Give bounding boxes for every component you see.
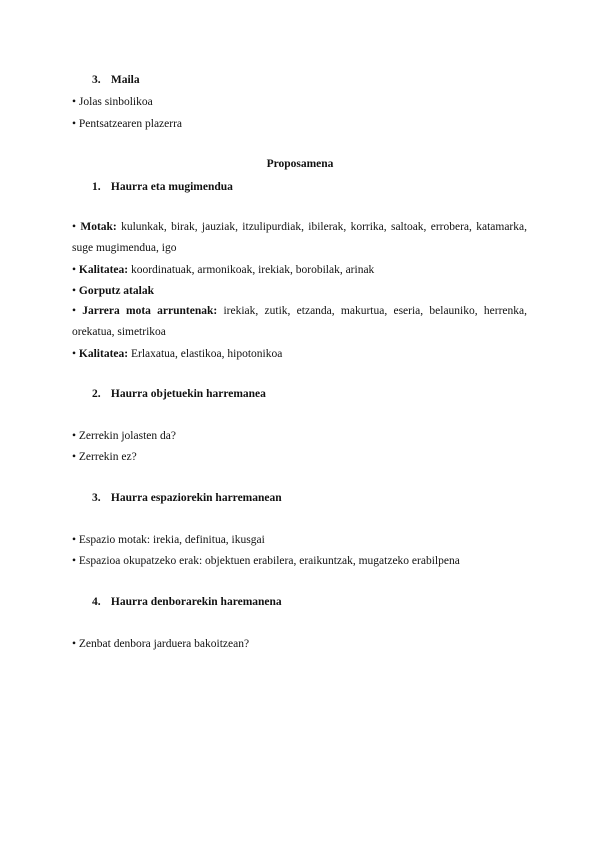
proposamena-title: Proposamena [266, 158, 334, 170]
kalitatea2-label: Kalitatea: [78, 348, 129, 360]
section-4-title: Haurra denborarekin haremanena [110, 596, 282, 608]
list-item: • Espazioa okupatzeko erak: objektuen erabilera, eraikuntzak, mugatzeko erabilpena [72, 555, 460, 567]
jarrera-label: Jarrera mota arruntenak: [82, 305, 218, 317]
motak-text: kulunkak, birak, jauziak, itzulipurdiak, ibilerak, korrika, saltoak, errobera, katamarka, suge mugimendua, igo [72, 221, 527, 254]
jarrera-text: irekiak, zutik, etzanda, makurtua, eseria, belauniko, herrenka, orekatua, simetrikoa [72, 305, 527, 338]
maila-title: Maila [110, 74, 140, 86]
jarrera-item: • Jarrera mota arruntenak: irekiak, zutik, etzanda, makurtua, eseria, belauniko, herrenka, orekatua, simetrikoa [72, 305, 527, 338]
list-item: • Jolas sinbolikoa [72, 96, 153, 108]
list-item: • Zenbat denbora jarduera bakoitzean? [72, 638, 250, 650]
gorputz-label: Gorputz atalak [78, 285, 154, 297]
list-item: • Zerrekin jolasten da? [72, 430, 176, 442]
motak-label: Motak: [80, 221, 117, 233]
section-2-heading [92, 386, 266, 402]
gorputz-item: • Gorputz atalak [72, 285, 154, 297]
section-4-heading [92, 594, 282, 610]
section-1-heading [92, 179, 233, 195]
section-4-number: 4. [92, 596, 101, 608]
section-1-number: 1. [92, 181, 101, 193]
motak-item: • Motak: kulunkak, birak, jauziak, itzulipurdiak, ibilerak, korrika, saltoak, errobera, katamarka, suge mugimendua, igo [72, 221, 527, 254]
kalitatea-item: • Kalitatea: koordinatuak, armonikoak, irekiak, borobilak, arinak [72, 264, 375, 276]
list-item: • Espazio motak: irekia, definitua, ikusgai [72, 534, 265, 546]
section-3-number: 3. [92, 492, 101, 504]
maila-heading [92, 72, 140, 88]
kalitatea-label: Kalitatea: [78, 264, 129, 276]
section-2-title: Haurra objetuekin harremanea [110, 388, 266, 400]
section-2-number: 2. [92, 388, 101, 400]
kalitatea2-text: Erlaxatua, elastikoa, hipotonikoa [130, 348, 283, 360]
maila-number: 3. [92, 74, 101, 86]
section-1-title: Haurra eta mugimendua [110, 181, 233, 193]
kalitatea2-item: • Kalitatea: Erlaxatua, elastikoa, hipotonikoa [72, 348, 283, 360]
list-item: • Zerrekin ez? [72, 451, 137, 463]
section-3-title: Haurra espaziorekin harremanean [110, 492, 282, 504]
kalitatea-text: koordinatuak, armonikoak, irekiak, borobilak, arinak [130, 264, 375, 276]
list-item: • Pentsatzearen plazerra [72, 118, 183, 130]
section-3-heading [92, 490, 282, 506]
